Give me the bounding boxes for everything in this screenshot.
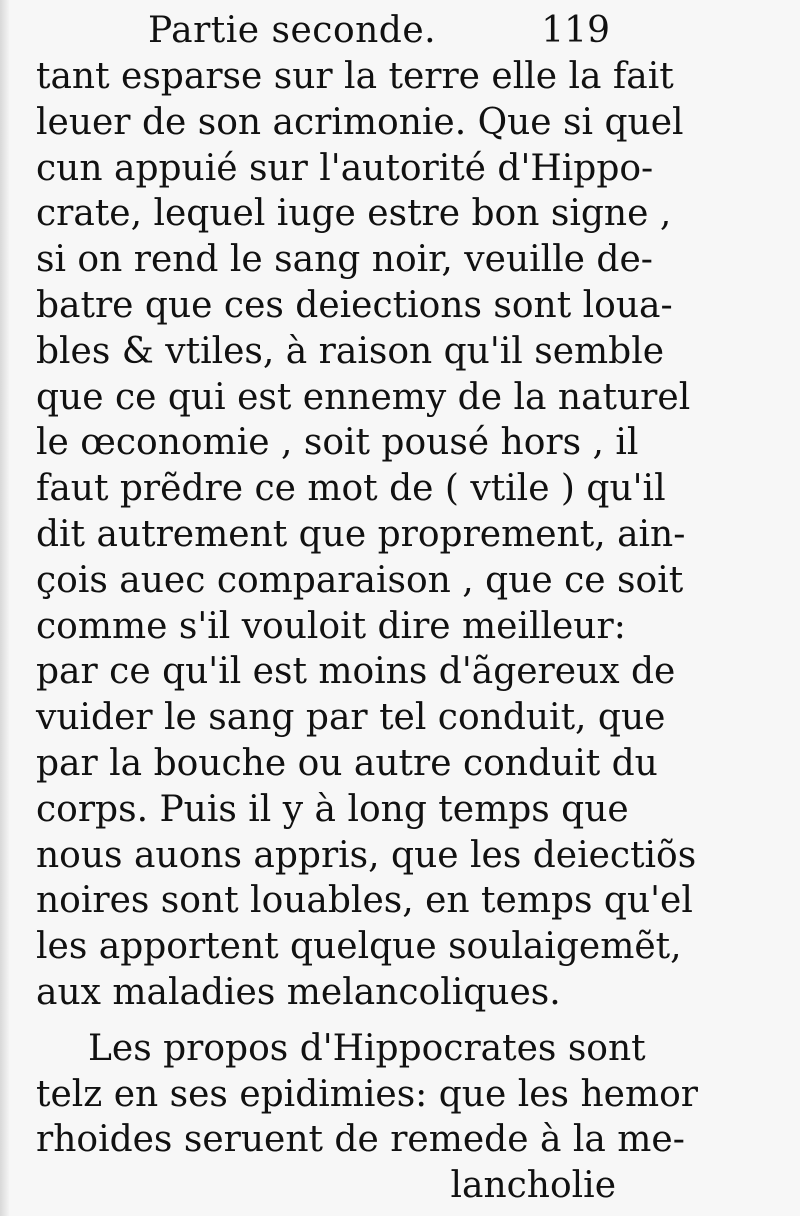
text-line: batre que ces deiections sont loua- — [36, 284, 673, 326]
text-line: crate, lequel iuge estre bon signe , — [36, 193, 672, 235]
body-text — [36, 54, 698, 1209]
text-line: comme s'il vouloit dire meilleur: — [36, 605, 626, 647]
text-line: vuider le sang par tel conduit, que — [36, 697, 666, 739]
text-line: corps. Puis il y à long temps que — [36, 788, 629, 830]
running-head: Partie seconde. — [148, 10, 437, 51]
text-line: aux maladies melancoliques. — [36, 971, 561, 1013]
text-line: tant esparse sur la terre elle la fait — [36, 56, 674, 97]
text-line: si on rend le sang noir, veuille de- — [36, 239, 653, 281]
text-line: cun appuié sur l'autorité d'Hippo- — [36, 147, 654, 189]
text-line: noires sont louables, en temps qu'el — [36, 880, 693, 922]
text-line: les apportent quelque soulaigemẽt, — [36, 926, 682, 968]
page-number: 119 — [541, 10, 610, 51]
text-line: par la bouche ou autre conduit du — [36, 742, 658, 784]
text-line: faut prẽdre ce mot de ( vtile ) qu'il — [36, 468, 666, 510]
text-line: rhoides seruent de remede à la me- — [36, 1119, 685, 1161]
text-line: telz en ses epidimies: que les hemor — [36, 1073, 698, 1115]
page-edge-shadow — [0, 0, 10, 1216]
text-line: leuer de son acrimonie. Que si quel — [36, 101, 684, 143]
text-line: çois auec comparaison , que ce soit — [36, 559, 684, 601]
text-line: nous auons appris, que les deiectiõs — [36, 834, 697, 876]
page-header — [140, 10, 610, 60]
text-line: par ce qu'il est moins d'ãgereux de — [36, 651, 676, 693]
catchword: lancholie — [450, 1165, 616, 1207]
text-line: bles & vtiles, à raison qu'il semble — [36, 330, 665, 372]
text-line: Les propos d'Hippocrates sont — [88, 1027, 646, 1069]
paragraph-break — [36, 1016, 616, 1026]
text-line: le œconomie , soit pousé hors , il — [36, 422, 639, 464]
text-line: que ce qui est ennemy de la naturel — [36, 376, 691, 418]
text-line: dit autrement que proprement, ain- — [36, 513, 686, 555]
